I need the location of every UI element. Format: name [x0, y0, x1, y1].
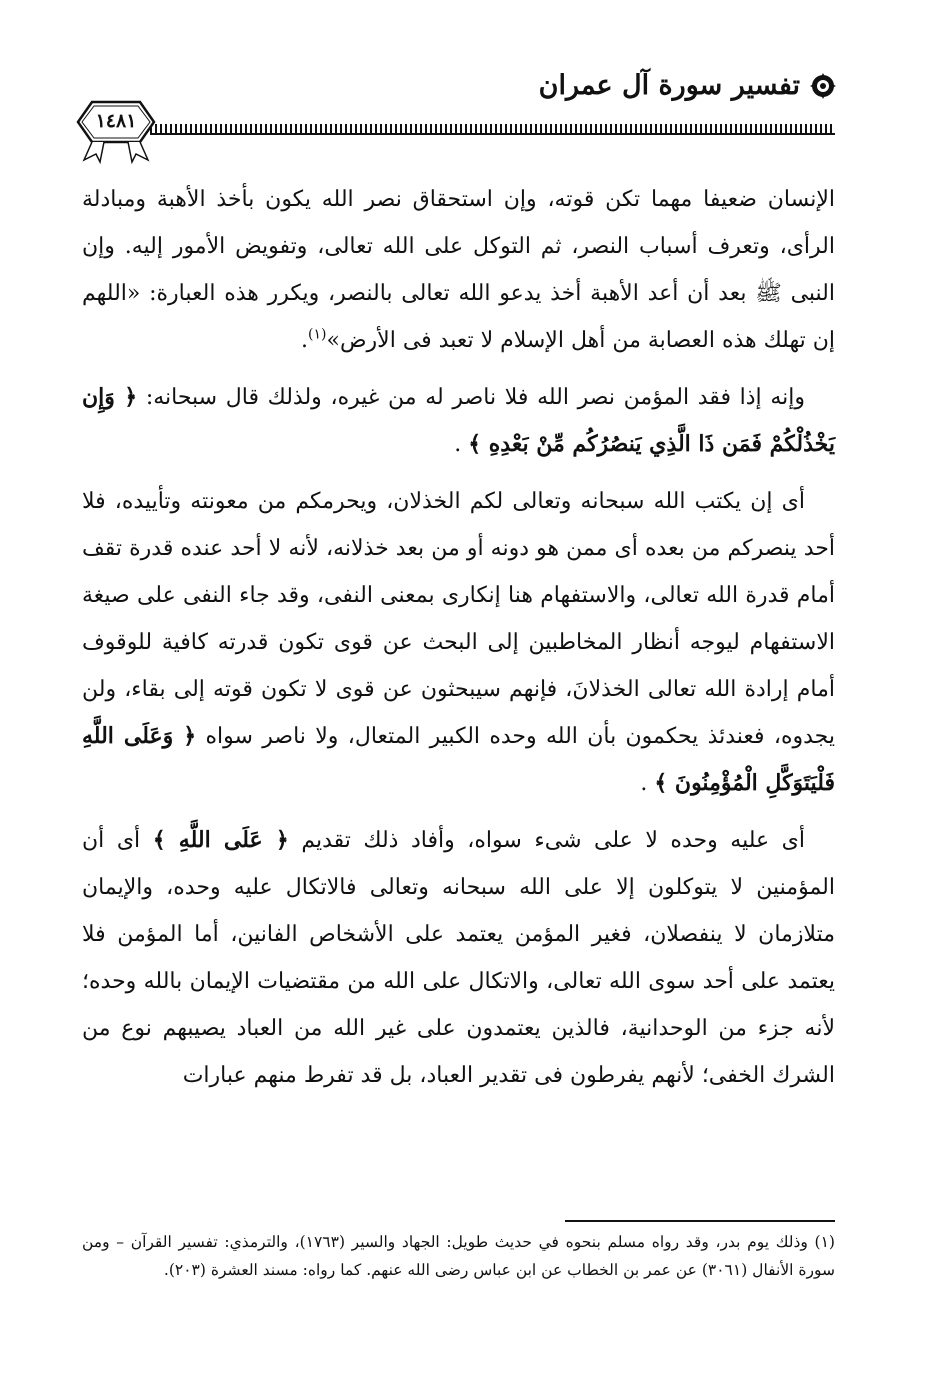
- ornament-icon: [810, 73, 836, 99]
- paragraph-1: الإنسان ضعيفا مهما تكن قوته، وإن استحقاق نصر الله يكون بأخذ الأهبة ومبادلة الرأى، وتعرف أسباب النصر، ثم التوكل على الله تعالى، وتفويض الأمور إليه. وإن النبى ﷺ بعد أن أعد الأهبة أخذ يدعو الله تعالى بالنصر، ويكرر هذه العبارة: «اللهم إن تهلك هذه العصابة من أهل الإسلام لا تعبد فى الأرض»$^{(١)}$.: [82, 187, 836, 353]
- paragraph-3: أى إن يكتب الله سبحانه وتعالى لكم الخذلان، ويحرمكم من معونته وتأييده، فلا أحد ينصركم من بعده أى ممن هو دونه أو من بعد خذلانه، لأنه لا أحد عنده قدرة تقف أمام قدرة الله تعالى، والاستفهام هنا إنكارى بمعنى النفى، وقد جاء النفى على صيغة الاستفهام ليوجه أنظار المخاطبين إلى البحث عن قوى تكون قدرته كافية للوقوف أمام إرادة الله تعالى الخذلانَ، فإنهم سيبحثون عن قوى لا تكون قوته إلى بقاء، ولن يجدوه، فعندئذ يحكمون بأن الله وحده الكبير المتعال، ولا ناصر سواه ﴿ وَعَلَى اللَّهِ فَلْيَتَوَكَّلِ الْمُؤْمِنُونَ ﴾ .: [82, 489, 836, 796]
- header-rule-base: [150, 133, 835, 135]
- quran-verse-3: ﴿ عَلَى اللَّهِ ﴾: [152, 827, 289, 853]
- header-title: تفسير سورة آل عمران: [538, 70, 800, 101]
- page-number: ١٤٨١: [95, 110, 137, 132]
- footnote-1: (١) وذلك يوم بدر، وقد رواه مسلم بنحوه في حديث طويل: الجهاد والسير (١٧٦٣)، والترمذي: تفسير القرآن – ومن سورة الأنفال (٣٠٦١) عن عمر بن الخطاب عن ابن عباس رضى الله عنهم. كما رواه: مسند العشرة (٢٠٣).: [82, 1233, 835, 1279]
- footnote-separator: [565, 1220, 835, 1222]
- footnote-ref: (١): [308, 326, 327, 343]
- quran-verse-2: ﴿ وَعَلَى اللَّهِ فَلْيَتَوَكَّلِ الْمُؤْمِنُونَ ﴾: [82, 723, 835, 796]
- paragraph-4: أى عليه وحده لا على شىء سواه، وأفاد ذلك تقديم ﴿ عَلَى اللَّهِ ﴾ أى أن المؤمنين لا يتوكلون إلا على الله سبحانه وتعالى فالاتكال عليه وحده، والإيمان متلازمان لا ينفصلان، فغير المؤمن يعتمد على الأشخاص الفانين، أما المؤمن فلا يعتمد على أحد سوى الله تعالى، والاتكال على الله من مقتضيات الإيمان بالله وحده؛ لأنه جزء من الوحدانية، فالذين يعتمدون على غير الله من العباد يصيبهم نوع من الشرك الخفى؛ لأنهم يفرطون فى تقدير العباد، بل قد تفرط منهم عبارات: [82, 827, 835, 1088]
- running-header: [539, 70, 836, 101]
- paragraph-2: وإنه إذا فقد المؤمن نصر الله فلا ناصر له من غيره، ولذلك قال سبحانه: ﴿ وَإِن يَخْذُلْكُمْ فَمَن ذَا الَّذِي يَنصُرُكُم مِّنْ بَعْدِهِ ﴾ .: [82, 384, 835, 457]
- quran-verse-1: ﴿ وَإِن يَخْذُلْكُمْ فَمَن ذَا الَّذِي يَنصُرُكُم مِّنْ بَعْدِهِ ﴾: [82, 384, 835, 457]
- footnotes: [82, 1228, 835, 1284]
- main-text: [82, 176, 835, 1099]
